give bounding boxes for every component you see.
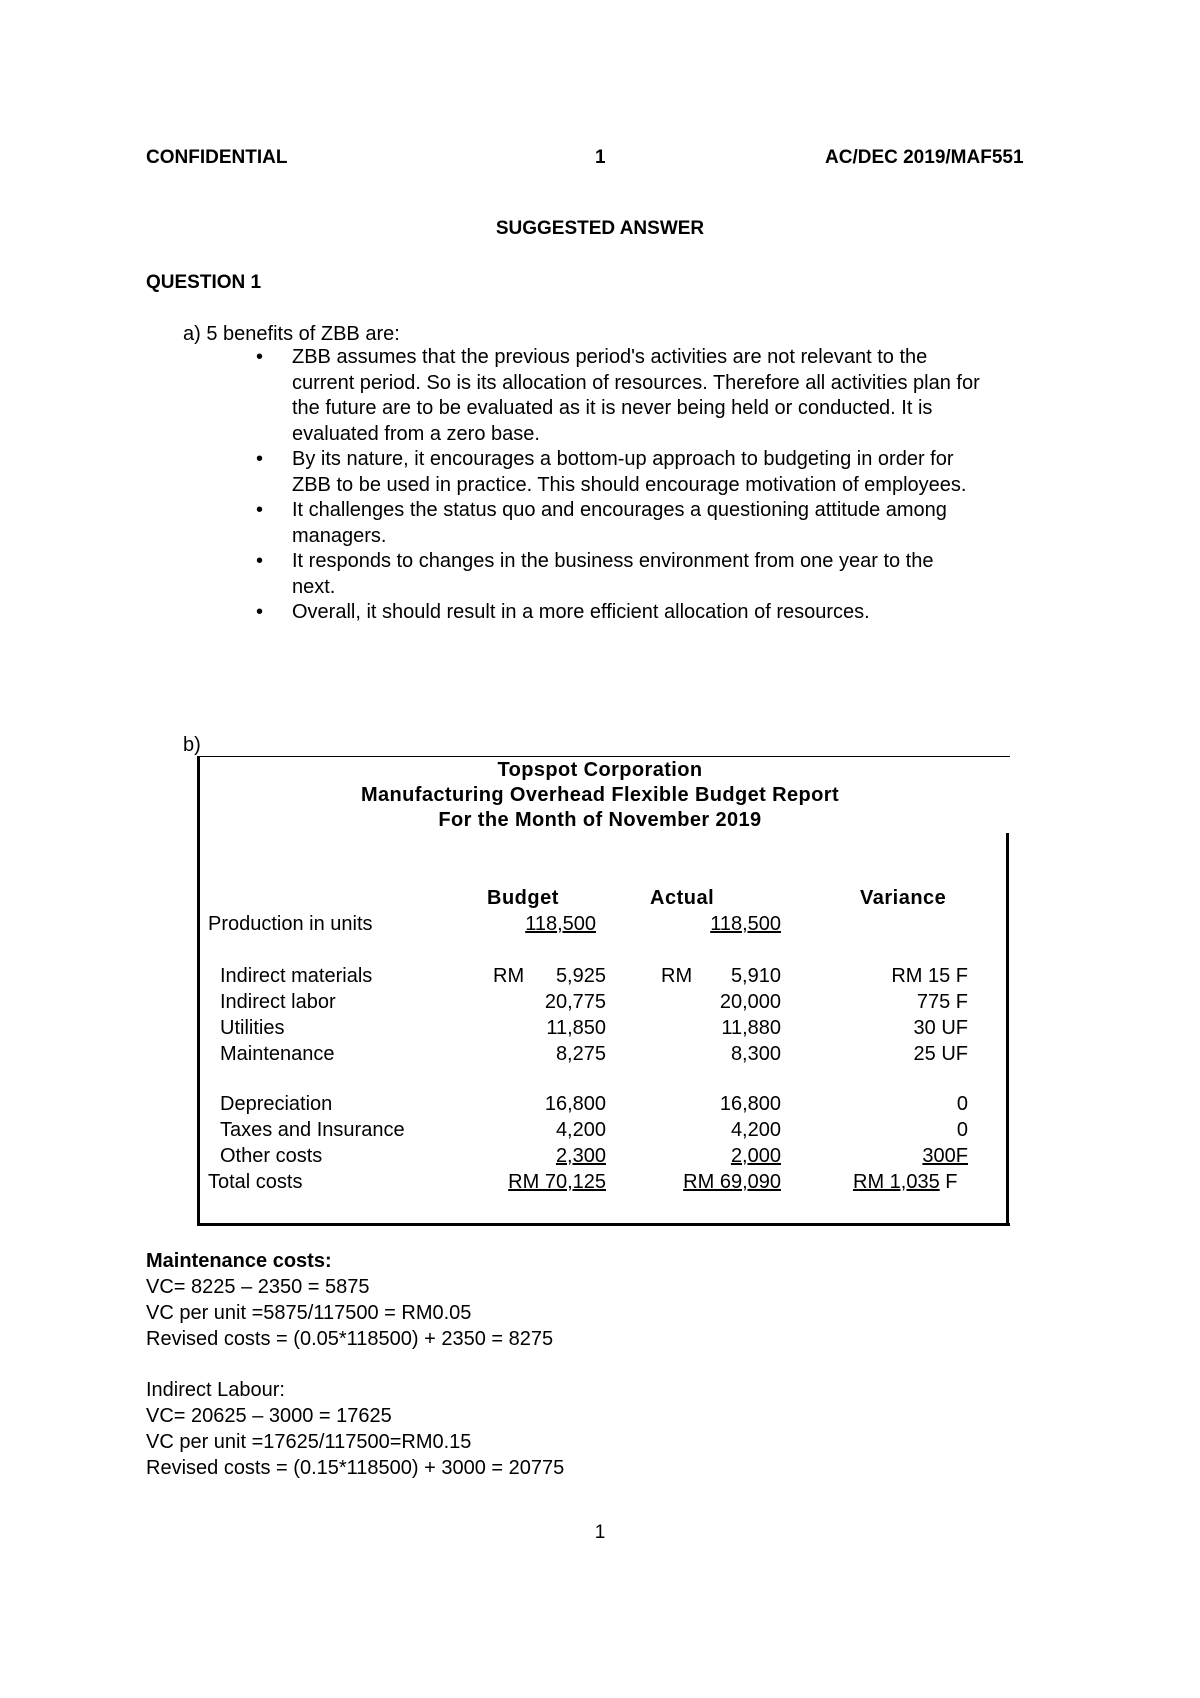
- total-label: Total costs: [208, 1171, 303, 1193]
- bullet-icon: •: [256, 550, 264, 572]
- benefit-line: managers.: [292, 524, 387, 547]
- benefit-item: [256, 600, 1086, 626]
- total-actual: RM 69,090: [683, 1171, 781, 1193]
- suggested-answer-heading: SUGGESTED ANSWER: [495, 218, 705, 239]
- labour-line-2: VC per unit =17625/117500=RM0.15: [146, 1431, 472, 1453]
- row-variance-value: 0: [956, 1093, 968, 1115]
- question-heading: QUESTION 1: [146, 272, 262, 293]
- benefit-line: current period. So is its allocation of resources. Therefore all activities plan for: [292, 371, 980, 394]
- maintenance-line-1: VC= 8225 – 2350 = 5875: [146, 1276, 370, 1298]
- labour-heading: Indirect Labour:: [146, 1379, 285, 1401]
- row-budget-value: 20,775: [544, 991, 606, 1013]
- row-label: Taxes and Insurance: [220, 1119, 405, 1141]
- benefit-line: ZBB assumes that the previous period's activities are not relevant to the: [292, 346, 928, 368]
- row-budget-currency: RM: [493, 965, 525, 987]
- row-actual-value: 16,800: [719, 1093, 781, 1115]
- row-budget-value: 8,275: [555, 1043, 606, 1065]
- benefit-line: By its nature, it encourages a bottom-up approach to budgeting in order for: [292, 448, 954, 470]
- row-variance-value: 775 F: [916, 991, 968, 1013]
- benefit-item: [256, 549, 1086, 600]
- header-course-code: AC/DEC 2019/MAF551: [825, 147, 1024, 168]
- report-company: Topspot Corporation: [497, 759, 703, 781]
- benefit-item: [256, 498, 1086, 549]
- benefit-line: evaluated from a zero base.: [292, 422, 540, 445]
- benefit-item: [256, 447, 1086, 498]
- row-actual-value: 5,910: [730, 965, 781, 987]
- total-variance-amount: RM 1,035: [853, 1171, 940, 1193]
- labour-line-3: Revised costs = (0.15*118500) + 3000 = 20775: [146, 1457, 565, 1479]
- row-actual-value: 4,200: [730, 1119, 781, 1141]
- row-budget-value: 4,200: [555, 1119, 606, 1141]
- col-budget-header: Budget: [487, 887, 559, 909]
- benefits-list: [256, 345, 1086, 626]
- row-label: Indirect materials: [220, 965, 373, 987]
- row-label: Utilities: [220, 1017, 285, 1039]
- row-actual-value: 11,880: [721, 1017, 781, 1039]
- report-period: For the Month of November 2019: [438, 809, 762, 831]
- row-variance-value: 30 UF: [913, 1017, 968, 1039]
- header-page-number: 1: [595, 147, 606, 168]
- row-variance-value: 25 UF: [913, 1043, 968, 1065]
- row-budget-value: 16,800: [544, 1093, 606, 1115]
- total-budget: RM 70,125: [508, 1171, 606, 1193]
- total-variance: [853, 1170, 958, 1196]
- labour-line-1: VC= 20625 – 3000 = 17625: [146, 1405, 392, 1427]
- header-confidential: CONFIDENTIAL: [146, 147, 288, 168]
- row-budget-value: 11,850: [546, 1017, 606, 1039]
- row-variance-value: 300F: [922, 1145, 968, 1167]
- row-label: Depreciation: [220, 1093, 333, 1115]
- row-actual-value: 20,000: [719, 991, 781, 1013]
- report-title: Manufacturing Overhead Flexible Budget Report: [360, 784, 840, 806]
- maintenance-heading: Maintenance costs:: [146, 1250, 332, 1272]
- row-label: Indirect labor: [220, 991, 336, 1013]
- part-b-label: b): [183, 734, 201, 756]
- total-variance-suffix: F: [945, 1171, 958, 1193]
- benefit-line: next.: [292, 575, 336, 598]
- row-actual-value: 8,300: [730, 1043, 781, 1065]
- row-budget-value: 5,925: [555, 965, 606, 987]
- col-actual-header: Actual: [650, 887, 715, 909]
- report-frame-right: [1006, 833, 1009, 1224]
- production-budget: 118,500: [525, 913, 596, 935]
- maintenance-line-3: Revised costs = (0.05*118500) + 2350 = 8275: [146, 1328, 554, 1350]
- bullet-icon: •: [256, 601, 264, 623]
- row-label: Other costs: [220, 1145, 323, 1167]
- maintenance-line-2: VC per unit =5875/117500 = RM0.05: [146, 1302, 472, 1324]
- benefit-line: the future are to be evaluated as it is never being held or conducted. It is: [292, 397, 933, 419]
- footer-page-number: 1: [594, 1522, 606, 1543]
- row-actual-currency: RM: [661, 965, 693, 987]
- benefit-line: ZBB to be used in practice. This should encourage motivation of employees.: [292, 473, 967, 496]
- col-variance-header: Variance: [860, 887, 947, 909]
- part-a-intro: a) 5 benefits of ZBB are:: [183, 323, 400, 345]
- row-label: Maintenance: [220, 1043, 335, 1065]
- bullet-icon: •: [256, 499, 264, 521]
- row-variance-value: 0: [956, 1119, 968, 1141]
- benefit-line: It responds to changes in the business environment from one year to the: [292, 550, 934, 572]
- bullet-icon: •: [256, 448, 264, 470]
- benefit-line: It challenges the status quo and encourages a questioning attitude among: [292, 499, 947, 521]
- production-actual: 118,500: [710, 913, 781, 935]
- benefit-item: [256, 345, 1086, 447]
- row-variance-value: RM 15 F: [891, 965, 968, 987]
- benefit-line: Overall, it should result in a more efficient allocation of resources.: [292, 601, 870, 623]
- bullet-icon: •: [256, 346, 264, 368]
- row-actual-value: 2,000: [730, 1145, 781, 1167]
- production-label: Production in units: [208, 913, 373, 935]
- row-budget-value: 2,300: [555, 1145, 606, 1167]
